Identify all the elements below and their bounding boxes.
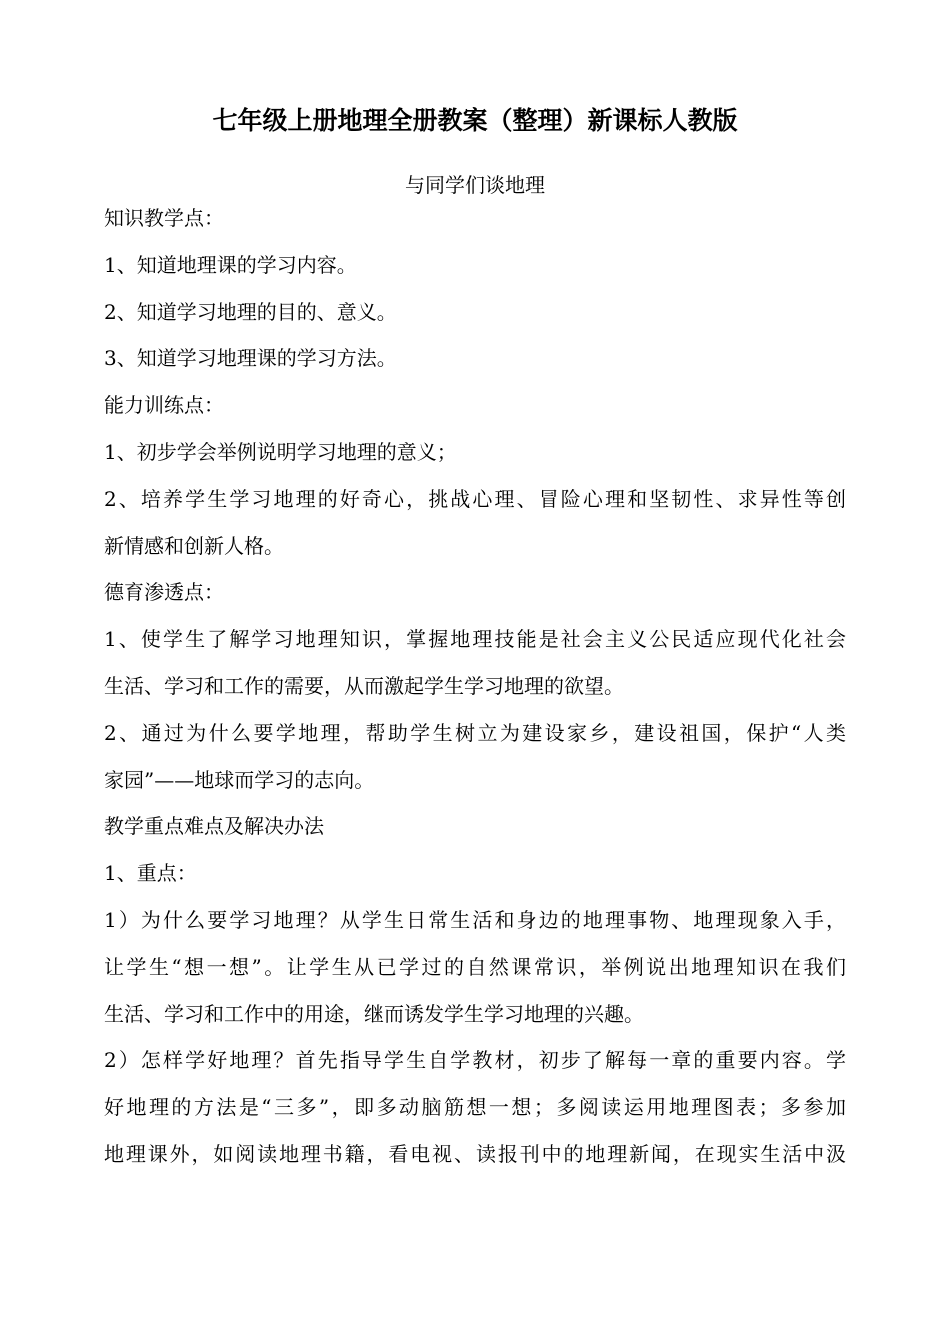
text-line: 德育渗透点： xyxy=(104,580,224,605)
text-line: 2、通过为什么要学地理，帮助学生树立为建设家乡，建设祖国，保护“人类 xyxy=(104,720,846,745)
text-line: 能力训练点： xyxy=(104,393,224,418)
text-line: 2、知道学习地理的目的、意义。 xyxy=(104,299,397,324)
document-title: 七年级上册地理全册教案（整理）新课标人教版 xyxy=(212,106,738,135)
text-line: 生活、学习和工作的需要，从而激起学生学习地理的欲望。 xyxy=(104,673,624,698)
document-body xyxy=(104,203,846,1186)
text-line: 1、知道地理课的学习内容。 xyxy=(104,252,357,277)
text-line: 好地理的方法是“三多”，即多动脑筋想一想；多阅读运用地理图表；多参加 xyxy=(104,1095,846,1120)
text-line: 1、使学生了解学习地理知识，掌握地理技能是社会主义公民适应现代化社会 xyxy=(104,627,846,652)
text-line: 2、培养学生学习地理的好奇心，挑战心理、冒险心理和坚韧性、求异性等创 xyxy=(104,486,846,511)
text-line: 3、知道学习地理课的学习方法。 xyxy=(104,346,397,371)
text-line: 教学重点难点及解决办法 xyxy=(104,814,324,839)
text-line: 地理课外，如阅读地理书籍，看电视、读报刊中的地理新闻，在现实生活中汲 xyxy=(104,1141,846,1166)
text-line: 知识教学点： xyxy=(104,206,224,230)
section-title: 与同学们谈地理 xyxy=(405,173,545,197)
text-line: 1）为什么要学习地理？从学生日常生活和身边的地理事物、地理现象入手， xyxy=(104,907,846,932)
text-line: 新情感和创新人格。 xyxy=(104,533,284,558)
text-line: 1、初步学会举例说明学习地理的意义； xyxy=(104,439,457,464)
text-line: 生活、学习和工作中的用途，继而诱发学生学习地理的兴趣。 xyxy=(104,1001,644,1026)
text-line: 让学生“想一想”。让学生从已学过的自然课常识，举例说出地理知识在我们 xyxy=(104,954,846,979)
text-line: 1、重点： xyxy=(104,861,197,886)
text-line: 家园”——地球而学习的志向。 xyxy=(104,767,375,792)
text-line: 2）怎样学好地理？首先指导学生自学教材，初步了解每一章的重要内容。学 xyxy=(104,1048,846,1073)
